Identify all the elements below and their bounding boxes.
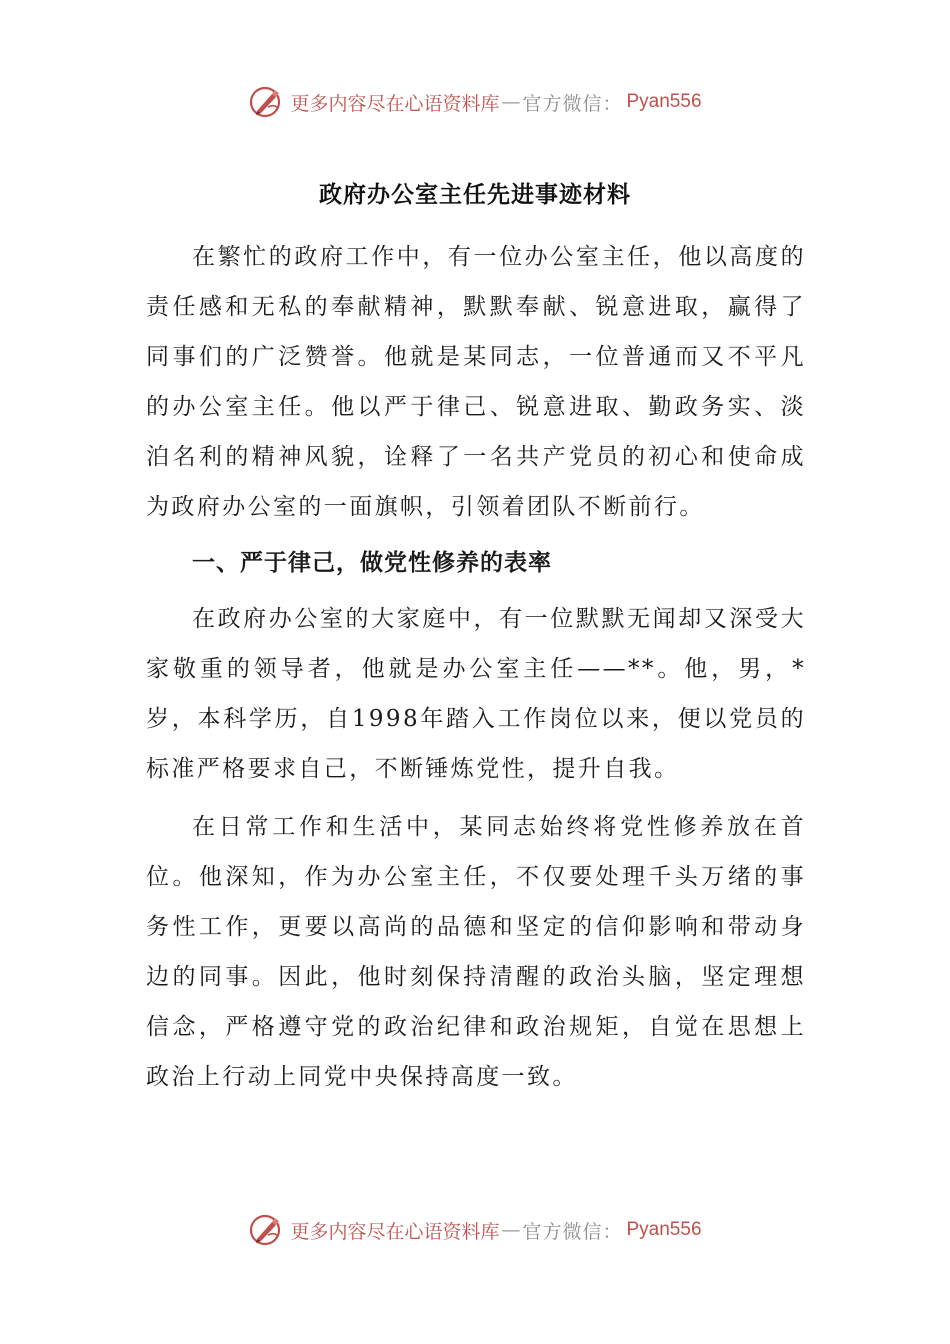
banner-slogan: 更多内容尽在心语资料库 <box>290 1220 500 1243</box>
footer-banner <box>0 1210 950 1250</box>
banner-slogan: 更多内容尽在心语资料库 <box>290 92 500 115</box>
banner-separator: — <box>501 91 521 113</box>
section-paragraph: 在政府办公室的大家庭中，有一位默默无闻却又深受大家敬重的领导者，他就是办公室主任——**。他，男，*岁，本科学历，自1998年踏入工作岗位以来，便以党员的标准严格要求自己，不断锤炼党性，提升自我。 <box>146 606 806 782</box>
section-paragraph: 在日常工作和生活中，某同志始终将党性修养放在首位。他深知，作为办公室主任，不仅要处理千头万绪的事务性工作，更要以高尚的品德和坚定的信仰影响和带动身边的同事。因此，他时刻保持清醒的政治头脑，坚定理想信念，严格遵守党的政治纪律和政治规矩，自觉在思想上政治上行动上同党中央保持高度一致。 <box>146 814 806 1090</box>
pen-logo-icon <box>248 1212 284 1248</box>
banner-wechat-id: Pyan556 <box>626 91 702 112</box>
banner-wechat-id: Pyan556 <box>626 1219 702 1240</box>
banner-wechat-label: 官方微信： <box>522 1220 623 1243</box>
pen-logo-icon <box>248 84 284 120</box>
document-body <box>146 232 806 1102</box>
header-banner <box>0 82 950 122</box>
intro-paragraph: 在繁忙的政府工作中，有一位办公室主任，他以高度的责任感和无私的奉献精神，默默奉献、锐意进取，赢得了同事们的广泛赞誉。他就是某同志，一位普通而又不平凡的办公室主任。他以严于律己、锐意进取、勤政务实、淡泊名利的精神风貌，诠释了一名共产党员的初心和使命成为政府办公室的一面旗帜，引领着团队不断前行。 <box>146 244 806 520</box>
banner-wechat-label: 官方微信： <box>522 92 623 115</box>
banner-separator: — <box>501 1219 521 1241</box>
section-heading: 一、严于律己，做党性修养的表率 <box>192 549 552 576</box>
document-title: 政府办公室主任先进事迹材料 <box>319 181 631 208</box>
